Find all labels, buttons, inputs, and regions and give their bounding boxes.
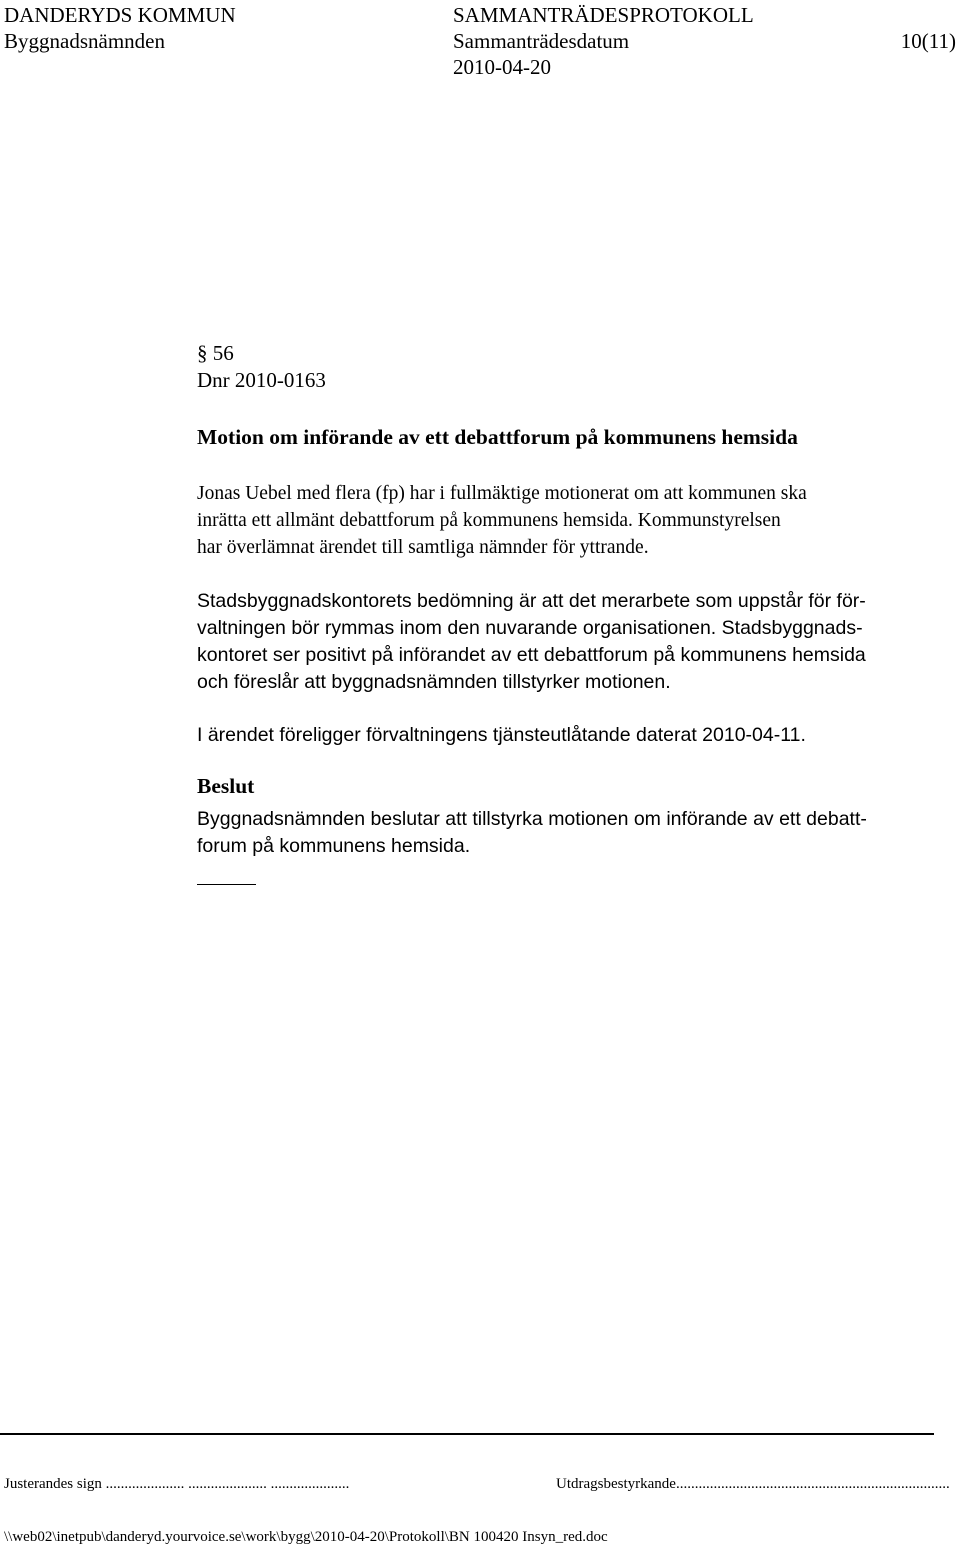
intro-line: inrätta ett allmänt debattforum på kommunens hemsida. Kommunstyrelsen: [197, 510, 781, 531]
footer-divider: [0, 1433, 934, 1435]
assessment-paragraph: [197, 588, 937, 696]
intro-paragraph: [197, 480, 937, 561]
decision-line: forum på kommunens hemsida.: [197, 835, 471, 857]
assessment-line: valtningen bör rymmas inom den nuvarande organisationen. Stadsbyggnads-: [197, 617, 863, 639]
reference-paragraph: I ärendet föreligger förvaltningens tjänsteutlåtande daterat 2010-04-11.: [197, 724, 806, 746]
assessment-line: och föreslår att byggnadsnämnden tillstyrker motionen.: [197, 671, 671, 693]
meeting-date-label: Sammanträdesdatum: [453, 29, 630, 53]
end-of-item-rule: [197, 884, 256, 885]
decision-paragraph: [197, 806, 937, 860]
page-number: 10(11): [900, 29, 956, 53]
assessment-line: Stadsbyggnadskontorets bedömning är att det merarbete som uppstår för för-: [197, 590, 866, 612]
meeting-date: 2010-04-20: [453, 55, 551, 79]
committee-name: Byggnadsnämnden: [4, 29, 165, 53]
assessment-line: kontoret ser positivt på införandet av ett debattforum på kommunens hemsida: [197, 644, 866, 666]
organization-name: DANDERYDS KOMMUN: [4, 3, 236, 27]
decision-heading: Beslut: [197, 774, 255, 798]
diary-number: Dnr 2010-0163: [197, 368, 326, 392]
paragraph-number: § 56: [197, 341, 234, 365]
utdragsbestyrkande: Utdragsbestyrkande.........................................................................: [556, 1476, 950, 1492]
document-type: SAMMANTRÄDESPROTOKOLL: [453, 3, 754, 27]
file-path: \\web02\inetpub\danderyd.yourvoice.se\work\bygg\2010-04-20\Protokoll\BN 100420 Insyn_red.doc: [4, 1529, 608, 1545]
decision-line: Byggnadsnämnden beslutar att tillstyrka motionen om införande av ett debatt-: [197, 808, 867, 830]
intro-line: har överlämnat ärendet till samtliga nämnder för yttrande.: [197, 537, 649, 558]
intro-line: Jonas Uebel med flera (fp) har i fullmäktige motionerat om att kommunen ska: [197, 483, 807, 504]
item-title: Motion om införande av ett debattforum på kommunens hemsida: [197, 425, 798, 449]
justerandes-sign: Justerandes sign ..................... ..................... .....................: [4, 1476, 350, 1492]
